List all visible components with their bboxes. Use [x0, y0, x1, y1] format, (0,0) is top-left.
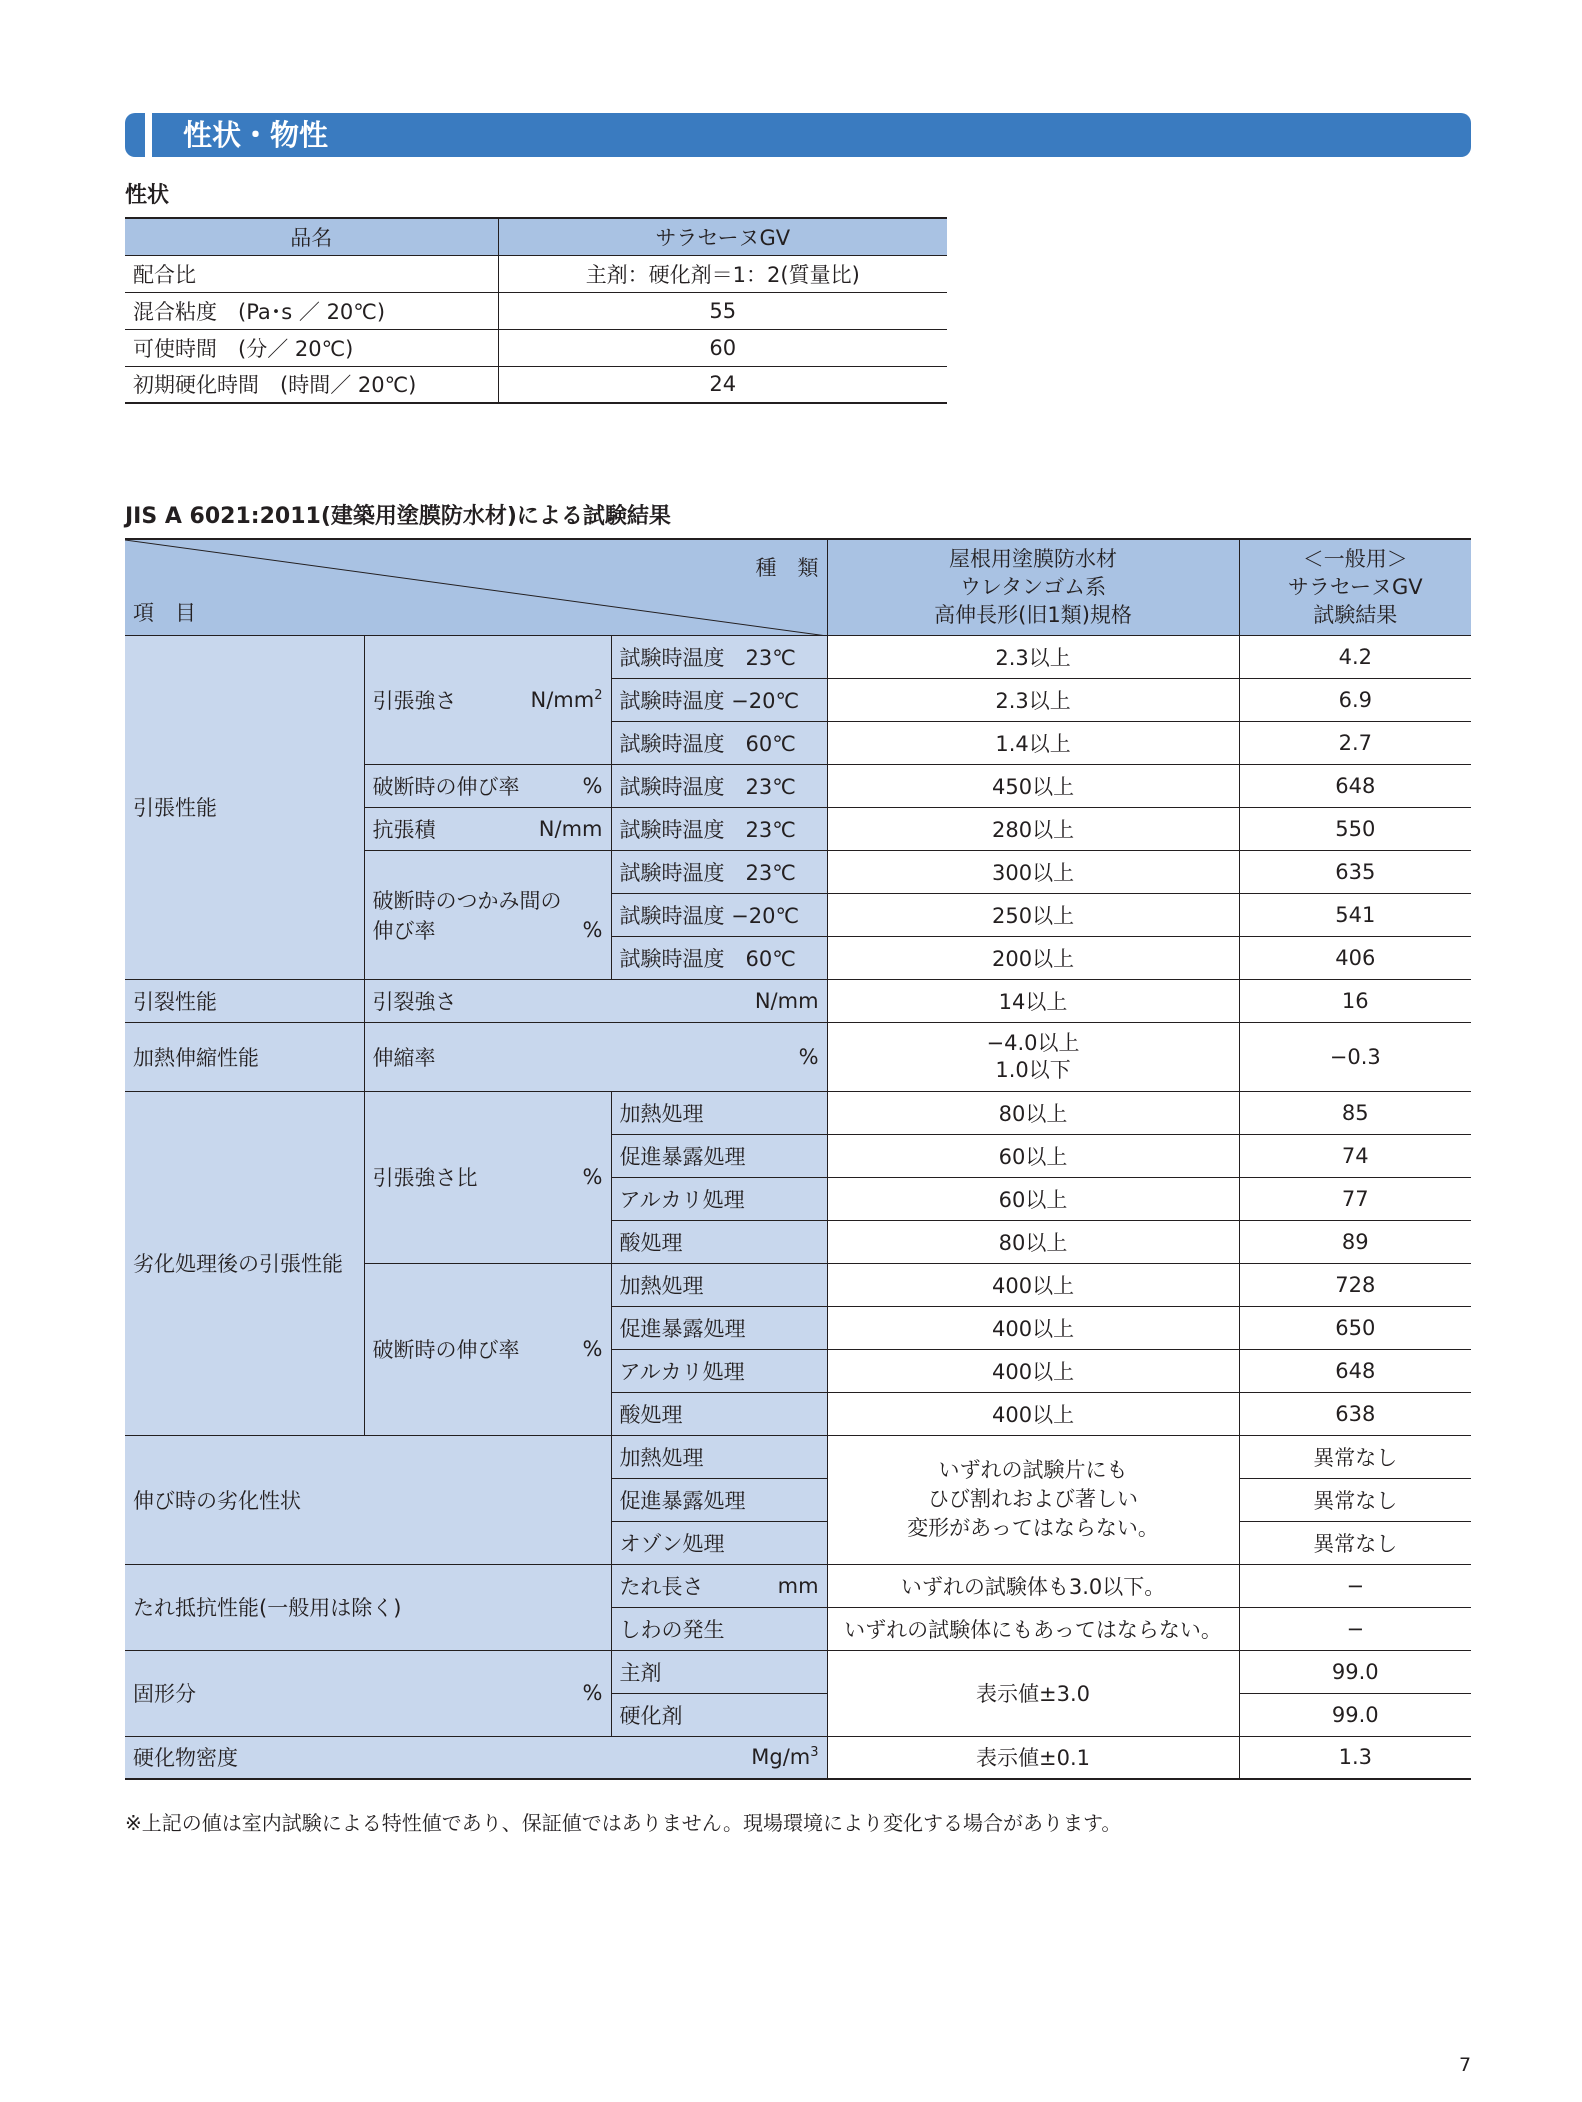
density-label — [125, 1736, 827, 1779]
jis-heading: JIS A 6021:2011(建築用塗膜防水材)による試験結果 — [125, 504, 671, 529]
tear-sub — [364, 979, 827, 1022]
prop-value: 主剤：硬化剤＝1：2(質量比) — [498, 255, 947, 292]
sub-label: 引張強さ — [372, 688, 457, 713]
spec-cell: 1.4以上 — [827, 721, 1239, 764]
condition-cell: 酸処理 — [611, 1392, 827, 1435]
section-title: 性状・物性 — [183, 118, 329, 152]
condition-cell: 硬化剤 — [611, 1693, 827, 1736]
stretch-spec — [827, 1435, 1239, 1564]
unit-sup: 3 — [810, 1745, 819, 1761]
header-result-line: ＜一般用＞ — [1302, 547, 1408, 572]
spec-cell: 400以上 — [827, 1263, 1239, 1306]
spec-cell: 80以上 — [827, 1091, 1239, 1134]
header-result — [1239, 539, 1471, 635]
spec-cell: 450以上 — [827, 764, 1239, 807]
unit: % — [582, 1681, 603, 1705]
result-cell: 638 — [1239, 1392, 1471, 1435]
header-kind: 種 類 — [755, 556, 819, 580]
prop-label: 配合比 — [125, 255, 498, 292]
sub-label: 硬化物密度 — [133, 1746, 238, 1771]
condition-cell: 試験時温度 23℃ — [611, 807, 827, 850]
result-cell: 6.9 — [1239, 678, 1471, 721]
header-spec — [827, 539, 1239, 635]
table-header-row — [125, 539, 1471, 635]
spec-line: ひび割れおよび著しい — [928, 1487, 1139, 1511]
result-cell: 異常なし — [1239, 1521, 1471, 1564]
stretch-label: 伸び時の劣化性状 — [125, 1435, 611, 1564]
condition-cell: 酸処理 — [611, 1220, 827, 1263]
condition-cell — [611, 1564, 827, 1607]
condition-cell: アルカリ処理 — [611, 1177, 827, 1220]
result-cell: 4.2 — [1239, 635, 1471, 678]
spec-cell: 2.3以上 — [827, 678, 1239, 721]
result-cell: 541 — [1239, 893, 1471, 936]
unit-sup: 2 — [594, 687, 603, 703]
tensile-strength — [364, 635, 611, 764]
result-cell: 99.0 — [1239, 1693, 1471, 1736]
unit: N/mm — [754, 988, 819, 1013]
condition-cell: 試験時温度 23℃ — [611, 635, 827, 678]
page-number: 7 — [1459, 2054, 1472, 2076]
solid-label — [125, 1650, 611, 1736]
condition-cell: アルカリ処理 — [611, 1349, 827, 1392]
result-cell: 89 — [1239, 1220, 1471, 1263]
spec-cell: 14以上 — [827, 979, 1239, 1022]
section-header-tab — [145, 113, 152, 157]
condition-cell: 加熱処理 — [611, 1091, 827, 1134]
header-result-line: サラセーヌGV — [1287, 575, 1423, 600]
spec-cell: 80以上 — [827, 1220, 1239, 1263]
result-cell: 728 — [1239, 1263, 1471, 1306]
result-cell: 550 — [1239, 807, 1471, 850]
result-cell: − — [1239, 1564, 1471, 1607]
result-cell: 異常なし — [1239, 1478, 1471, 1521]
table-row — [125, 255, 947, 292]
condition-cell: 試験時温度 −20℃ — [611, 678, 827, 721]
table-row — [125, 366, 947, 403]
header-spec-line: 屋根用塗膜防水材 — [949, 547, 1118, 572]
unit: % — [798, 1044, 819, 1069]
jis-table — [125, 538, 1471, 1780]
condition-cell: 試験時温度 60℃ — [611, 936, 827, 979]
spec-cell: 250以上 — [827, 893, 1239, 936]
spec-line: 変形があってはならない。 — [907, 1516, 1159, 1540]
spec-cell: 400以上 — [827, 1392, 1239, 1435]
sag-label: たれ抵抗性能(一般用は除く) — [125, 1564, 611, 1650]
condition-cell: 試験時温度 60℃ — [611, 721, 827, 764]
prop-label: 初期硬化時間 (時間／ 20℃) — [125, 366, 498, 403]
spec-cell: 60以上 — [827, 1134, 1239, 1177]
unit-text: N/mm — [530, 687, 595, 712]
header-spec-line: 高伸長形(旧1類)規格 — [934, 603, 1132, 628]
spec-cell: 2.3以上 — [827, 635, 1239, 678]
condition-cell: 加熱処理 — [611, 1435, 827, 1478]
result-cell: − — [1239, 1607, 1471, 1650]
unit — [531, 688, 603, 712]
result-cell: −0.3 — [1239, 1022, 1471, 1091]
header-item: 項 目 — [133, 600, 196, 625]
table-row — [125, 1564, 1471, 1607]
unit: % — [582, 773, 603, 798]
spec-cell: 400以上 — [827, 1306, 1239, 1349]
sub-label: 固形分 — [133, 1682, 196, 1706]
prop-value: 60 — [498, 329, 947, 366]
heat-label: 加熱伸縮性能 — [125, 1022, 364, 1091]
prop-label: 可使時間 (分／ 20℃) — [125, 329, 498, 366]
result-cell: 648 — [1239, 1349, 1471, 1392]
result-cell: 74 — [1239, 1134, 1471, 1177]
properties-heading: 性状 — [125, 183, 170, 208]
sub-label: 破断時の伸び率 — [372, 1338, 520, 1362]
header-spec-line: ウレタンゴム系 — [959, 575, 1107, 600]
unit: N/mm — [538, 816, 603, 841]
aging-elongation — [364, 1263, 611, 1435]
elongation-at-break — [364, 764, 611, 807]
header-name: 品名 — [125, 218, 498, 255]
result-cell: 648 — [1239, 764, 1471, 807]
grip-elongation — [364, 850, 611, 979]
heat-sub — [364, 1022, 827, 1091]
sub-label: 破断時のつかみ間の — [372, 888, 562, 913]
spec-cell: 200以上 — [827, 936, 1239, 979]
result-cell: 16 — [1239, 979, 1471, 1022]
header-result-line: 試験結果 — [1313, 603, 1398, 628]
table-row — [125, 1736, 1471, 1779]
unit: mm — [777, 1573, 819, 1598]
aging-label: 劣化処理後の引張性能 — [125, 1091, 364, 1435]
spec-cell: いずれの試験体も3.0以下。 — [827, 1564, 1239, 1607]
prop-value: 55 — [498, 292, 947, 329]
tensile-product — [364, 807, 611, 850]
spec-cell: 表示値±0.1 — [827, 1736, 1239, 1779]
condition-cell: 促進暴露処理 — [611, 1134, 827, 1177]
unit-text: Mg/m — [751, 1745, 811, 1770]
table-row — [125, 1091, 1471, 1134]
diagonal-header — [125, 539, 827, 635]
spec-cell: 400以上 — [827, 1349, 1239, 1392]
condition-cell: 主剤 — [611, 1650, 827, 1693]
condition-cell: 試験時温度 23℃ — [611, 850, 827, 893]
table-row — [125, 1022, 1471, 1091]
unit: % — [582, 1165, 603, 1189]
table-row — [125, 329, 947, 366]
result-cell: 99.0 — [1239, 1650, 1471, 1693]
tensile-label: 引張性能 — [125, 635, 364, 979]
footnote: ※上記の値は室内試験による特性値であり、保証値ではありません。現場環境により変化する場合があります。 — [125, 1811, 1122, 1835]
table-row — [125, 1650, 1471, 1693]
header-product: サラセーヌGV — [498, 218, 947, 255]
table-row — [125, 979, 1471, 1022]
condition-cell: 促進暴露処理 — [611, 1306, 827, 1349]
sub-label: 引張強さ比 — [372, 1166, 478, 1190]
sub-label: たれ長さ — [619, 1574, 704, 1599]
result-cell: 異常なし — [1239, 1435, 1471, 1478]
spec-cell — [827, 1022, 1239, 1091]
prop-label: 混合粘度 (Pa･s ／ 20℃) — [125, 292, 498, 329]
prop-value: 24 — [498, 366, 947, 403]
condition-cell: 加熱処理 — [611, 1263, 827, 1306]
unit: % — [582, 917, 603, 942]
unit: % — [582, 1337, 603, 1361]
result-cell: 635 — [1239, 850, 1471, 893]
result-cell: 650 — [1239, 1306, 1471, 1349]
result-cell: 1.3 — [1239, 1736, 1471, 1779]
result-cell: 77 — [1239, 1177, 1471, 1220]
section-header — [125, 113, 1471, 157]
condition-cell: 試験時温度 23℃ — [611, 764, 827, 807]
sub-label: 伸び率 — [372, 918, 436, 943]
condition-cell: しわの発生 — [611, 1607, 827, 1650]
table-row — [125, 218, 947, 255]
diagonal-line — [125, 540, 827, 636]
spec-line: いずれの試験片にも — [938, 1458, 1128, 1482]
spec-line: −4.0以上 — [986, 1030, 1080, 1055]
sub-label: 破断時の伸び率 — [372, 774, 520, 799]
table-row — [125, 635, 1471, 678]
table-row — [125, 292, 947, 329]
result-cell: 85 — [1239, 1091, 1471, 1134]
spec-cell: 60以上 — [827, 1177, 1239, 1220]
condition-cell: 促進暴露処理 — [611, 1478, 827, 1521]
condition-cell: オゾン処理 — [611, 1521, 827, 1564]
sub-label: 伸縮率 — [372, 1045, 436, 1070]
spec-line: 1.0以下 — [995, 1057, 1071, 1082]
result-cell: 2.7 — [1239, 721, 1471, 764]
spec-cell: 300以上 — [827, 850, 1239, 893]
unit — [751, 1745, 818, 1769]
spec-cell: いずれの試験体にもあってはならない。 — [827, 1607, 1239, 1650]
tensile-ratio — [364, 1091, 611, 1263]
condition-cell: 試験時温度 −20℃ — [611, 893, 827, 936]
spec-cell: 表示値±3.0 — [827, 1650, 1239, 1736]
table-row — [125, 1435, 1471, 1478]
spec-cell: 280以上 — [827, 807, 1239, 850]
result-cell: 406 — [1239, 936, 1471, 979]
properties-table — [125, 217, 947, 404]
tear-label: 引裂性能 — [125, 979, 364, 1022]
sub-label: 抗張積 — [372, 817, 436, 842]
sub-label: 引裂強さ — [372, 989, 457, 1014]
